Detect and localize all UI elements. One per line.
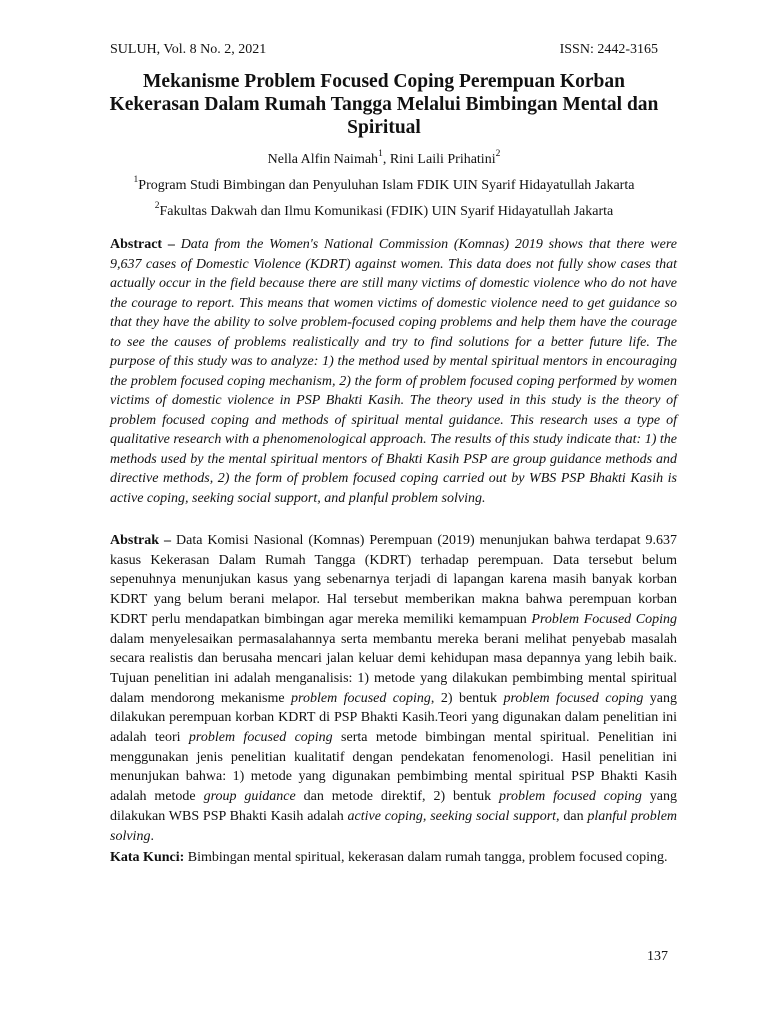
abstrak-text: , 2) bentuk bbox=[430, 690, 504, 706]
journal-citation: SULUH, Vol. 8 No. 2, 2021 bbox=[110, 42, 267, 57]
keywords-text: Bimbingan mental spiritual, kekerasan dalam rumah tangga, problem focused coping. bbox=[187, 850, 668, 865]
abstrak-label: Abstrak – bbox=[110, 533, 176, 548]
affiliation-superscript: 2 bbox=[154, 201, 160, 212]
abstrak-italic-term: problem focused coping bbox=[503, 690, 644, 706]
abstrak-text: . bbox=[150, 828, 154, 844]
abstrak-text: dalam menyelesaikan permasalahannya serta membantu mereka berani melihat penyebab masalah secara realistis dan berusaha mencari jalan keluar demi kehidupan masa depannya yang lebih baik. Tujuan penelitian ini adalah menganalisis: 1) metode yang dilakukan pembimbing mental spiritual dalam mendorong mekanisme bbox=[110, 631, 677, 706]
author-superscript: 2 bbox=[495, 149, 501, 160]
author-name: Nella Alfin Naimah bbox=[267, 152, 379, 167]
abstract-text: Data from the Women's National Commission (Komnas) 2019 shows that there were 9,637 cases of Domestic Violence (KDRT) against women. This data does not fully show cases that actually occur in the field because there are still many victims of domestic violence who do not have the courage to report. This means that women victims of domestic violence need to get guidance so that they have the ability to solve problem-focused coping problems and help them have the courage to see the causes of problems realistically and try to find solutions for a better future life. The purpose of this study was to analyze: 1) the method used by mental spiritual mentors in encouraging the problem focused coping mechanism, 2) the form of problem focused coping performed by women victims of domestic violence in PSP Bhakti Kasih. The theory used in this study is the theory of problem focused coping and methods of spiritual mental guidance. This research uses a type of qualitative research with a phenomenological approach. The results of this study indicate that: 1) the methods used by the mental spiritual mentors of Bhakti Kasih PSP are group guidance methods and directive methods, 2) the form of problem focused coping carried out by WBS PSP Bhakti Kasih is active coping, seeking social support, and planful problem solving. bbox=[110, 237, 677, 506]
keywords bbox=[110, 848, 677, 868]
author-name: Rini Laili Prihatini bbox=[389, 152, 496, 167]
affiliation-2 bbox=[100, 201, 668, 220]
running-head bbox=[110, 42, 658, 58]
issn: ISSN: 2442-3165 bbox=[559, 42, 658, 57]
affiliation-1 bbox=[100, 175, 668, 194]
abstrak-text: yang dilakukan WBS PSP Bhakti Kasih adalah bbox=[110, 789, 677, 824]
paper-title: Mekanisme Problem Focused Coping Perempuan Korban Kekerasan Dalam Rumah Tangga Melalui Bimbingan Mental dan Spiritual bbox=[109, 71, 659, 138]
abstrak-italic-term: problem focused coping bbox=[291, 690, 431, 706]
page-number: 137 bbox=[647, 949, 668, 964]
affiliation-text: Program Studi Bimbingan dan Penyuluhan Islam FDIK UIN Syarif Hidayatullah Jakarta bbox=[138, 178, 635, 193]
abstract-label: Abstract – bbox=[110, 237, 181, 252]
abstrak-text: yang dilakukan perempuan korban KDRT di PSP Bhakti Kasih.Teori yang digunakan dalam penelitian ini adalah teori bbox=[110, 690, 678, 746]
abstrak-italic-term: active coping, seeking social support, bbox=[347, 808, 560, 824]
abstrak-text: dan metode direktif, 2) bentuk bbox=[295, 789, 500, 805]
abstrak-italic-term: planful problem solving bbox=[110, 808, 678, 844]
author-separator: , bbox=[382, 152, 390, 167]
abstrak-italic-term: Problem Focused Coping bbox=[531, 611, 677, 627]
abstract-english bbox=[110, 235, 677, 508]
abstrak-text: Data Komisi Nasional (Komnas) Perempuan (2019) menunjukan bahwa terdapat 9.637 kasus Kekerasan Dalam Rumah Tangga (KDRT) terhadap perempuan. Data tersebut belum sepenuhnya menunjukan kasus yang sebenarnya terjadi di lapangan karena masih banyak korban KDRT yang belum berani melapor. Hal tersebut memberikan makna bahwa perempuan korban KDRT perlu mendapatkan bimbingan agar mereka memiliki kemampuan bbox=[110, 533, 677, 627]
abstrak-text: dan bbox=[559, 808, 588, 824]
affiliation-superscript: 1 bbox=[133, 175, 139, 186]
abstrak-italic-term: problem focused coping bbox=[188, 730, 333, 746]
abstract-indonesian bbox=[110, 531, 677, 846]
affiliation-text: Fakultas Dakwah dan Ilmu Komunikasi (FDIK) UIN Syarif Hidayatullah Jakarta bbox=[159, 204, 614, 219]
author-superscript: 1 bbox=[378, 149, 383, 160]
keywords-label: Kata Kunci: bbox=[110, 850, 188, 865]
abstrak-italic-term: problem focused coping bbox=[499, 789, 642, 805]
author-line bbox=[100, 149, 668, 168]
abstrak-italic-term: group guidance bbox=[203, 789, 296, 805]
abstrak-text: serta metode bimbingan mental spiritual. Penelitian ini menggunakan jenis penelitian kualitatif dengan pendekatan fenomenologi. Hasil penelitian ini menunjukan bahwa: 1) metode yang digunakan pembimbing mental spiritual PSP Bhakti Kasih adalah metode bbox=[110, 730, 677, 805]
